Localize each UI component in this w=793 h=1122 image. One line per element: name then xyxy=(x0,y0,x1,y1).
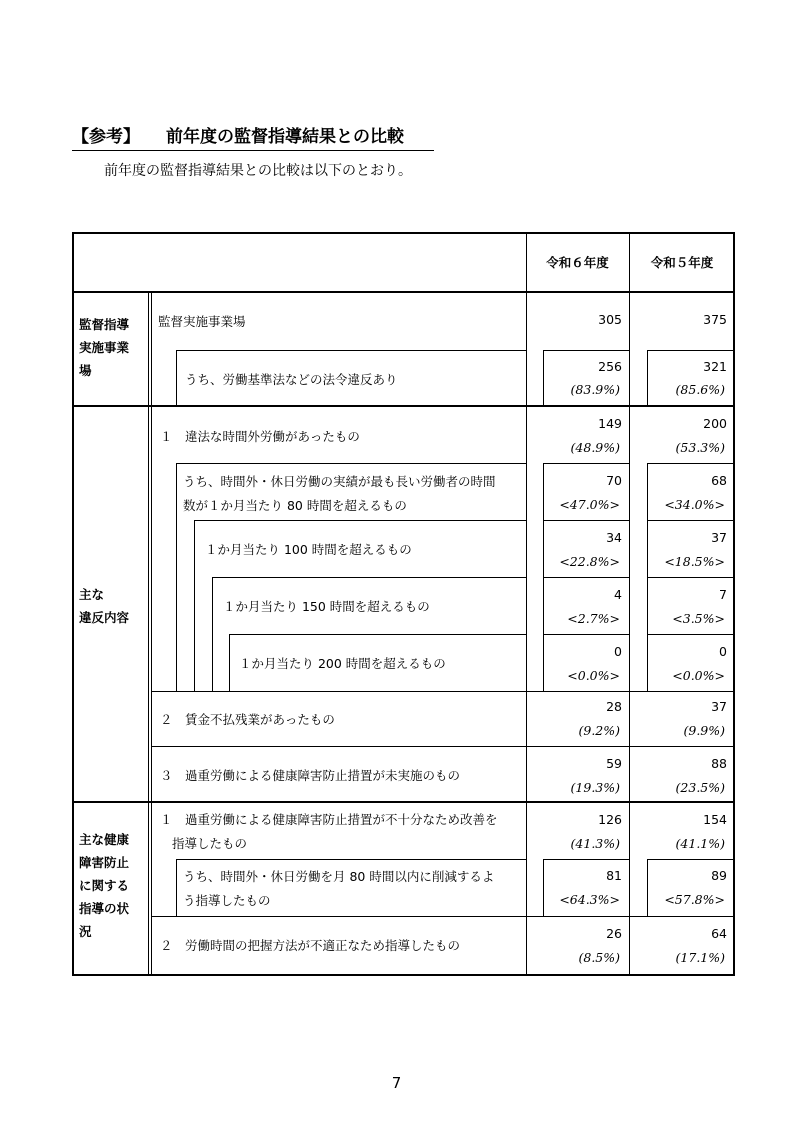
section-rule xyxy=(72,801,735,803)
value-r5: 200 xyxy=(703,416,727,431)
subrow-rule xyxy=(194,520,526,521)
row-label: １か月当たり 200 時間を超えるもの xyxy=(239,656,446,671)
section-label-violations: 主な 違反内容 xyxy=(79,587,130,625)
subrow-rule xyxy=(647,577,735,578)
subrow-rule xyxy=(543,634,629,635)
percent-r5: (9.9%) xyxy=(683,723,725,738)
row-label: ２ 賃金不払残業があったもの xyxy=(160,712,335,727)
value-r6: 126 xyxy=(598,812,622,827)
value-r6: 26 xyxy=(606,926,622,941)
subrow-rule xyxy=(647,520,735,521)
subrow-rule xyxy=(176,463,526,464)
percent-r6: (19.3%) xyxy=(570,780,620,795)
row-label-line2: 指導したもの xyxy=(172,836,248,851)
subrow-rule xyxy=(176,859,526,860)
category-divider xyxy=(151,292,152,976)
indent-line xyxy=(194,520,195,691)
row-label: うち、労働基準法などの法令違反あり xyxy=(185,372,398,387)
row-label-line2: う指導したもの xyxy=(183,893,271,908)
row-label: １ 違法な時間外労働があったもの xyxy=(160,429,360,444)
value-r5: 37 xyxy=(711,530,727,545)
value-r6: 256 xyxy=(598,359,622,374)
subrow-rule xyxy=(543,859,629,860)
row-label: 監督実施事業場 xyxy=(158,314,246,329)
percent-r6: <47.0%> xyxy=(559,497,620,512)
row-label-line1: うち、時間外・休日労働を月 80 時間以内に削減するよ xyxy=(183,869,495,884)
indent-line xyxy=(176,350,177,405)
col-divider xyxy=(629,232,630,976)
row-label-line1: うち、時間外・休日労働の実績が最も長い労働者の時間 xyxy=(183,474,496,489)
heading-bracket: 【参考】 xyxy=(72,127,140,147)
indent-line xyxy=(229,634,230,691)
row-rule xyxy=(151,916,735,917)
indent-line xyxy=(212,577,213,691)
percent-r6: <0.0%> xyxy=(567,668,620,683)
percent-r5: <34.0%> xyxy=(664,497,725,512)
percent-r6: <64.3%> xyxy=(559,892,620,907)
percent-r5: <57.8%> xyxy=(664,892,725,907)
subrow-rule xyxy=(647,859,735,860)
percent-r6: (41.3%) xyxy=(570,836,620,851)
section-heading xyxy=(72,122,434,151)
header-rule xyxy=(72,291,735,293)
section-rule xyxy=(72,405,735,407)
row-label: ３ 過重労働による健康障害防止措置が未実施のもの xyxy=(160,768,461,783)
subrow-rule xyxy=(647,634,735,635)
percent-r5: <18.5%> xyxy=(664,554,725,569)
value-r5: 37 xyxy=(711,699,727,714)
col-divider xyxy=(526,232,527,976)
value-r5: 64 xyxy=(711,926,727,941)
value-r6: 81 xyxy=(606,868,622,883)
percent-r6: (9.2%) xyxy=(578,723,620,738)
subrow-rule xyxy=(176,350,526,351)
percent-r6: <22.8%> xyxy=(559,554,620,569)
subrow-rule xyxy=(543,463,629,464)
heading-title: 前年度の監督指導結果との比較 xyxy=(166,127,404,147)
value-r6: 28 xyxy=(606,699,622,714)
indent-line xyxy=(176,859,177,916)
subrow-rule xyxy=(647,463,735,464)
value-r6: 34 xyxy=(606,530,622,545)
value-r6: 59 xyxy=(606,756,622,771)
percent-r6: (48.9%) xyxy=(570,440,620,455)
value-r5: 89 xyxy=(711,868,727,883)
value-r5: 88 xyxy=(711,756,727,771)
percent-r5: (17.1%) xyxy=(675,950,725,965)
row-rule xyxy=(151,691,735,692)
value-r5: 321 xyxy=(703,359,727,374)
subrow-rule xyxy=(543,577,629,578)
row-label: １か月当たり 100 時間を超えるもの xyxy=(205,542,412,557)
percent-r5: <3.5%> xyxy=(672,611,725,626)
subrow-rule xyxy=(543,520,629,521)
value-r6: 0 xyxy=(614,644,622,659)
percent-r5: (53.3%) xyxy=(675,440,725,455)
value-r6: 4 xyxy=(614,587,622,602)
section-label-health: 主な健康 障害防止 に関する 指導の状 況 xyxy=(79,832,130,939)
section-label-inspection: 監督指導 実施事業 場 xyxy=(79,317,130,378)
value-r5: 154 xyxy=(703,812,727,827)
percent-r6: (8.5%) xyxy=(578,950,620,965)
percent-r5: (41.1%) xyxy=(675,836,725,851)
col-header-r5: 令和５年度 xyxy=(650,255,714,270)
subrow-rule xyxy=(647,350,735,351)
row-label: ２ 労働時間の把握方法が不適正なため指導したもの xyxy=(160,938,461,953)
percent-r5: (23.5%) xyxy=(675,780,725,795)
indent-line xyxy=(176,463,177,691)
percent-r6: <2.7%> xyxy=(567,611,620,626)
value-r6: 305 xyxy=(598,312,622,327)
subrow-rule xyxy=(229,634,526,635)
subrow-rule xyxy=(212,577,526,578)
intro-text: 前年度の監督指導結果との比較は以下のとおり。 xyxy=(104,163,412,179)
value-r5: 375 xyxy=(703,312,727,327)
percent-r6: (83.9%) xyxy=(570,382,620,397)
row-label: １か月当たり 150 時間を超えるもの xyxy=(223,599,430,614)
value-r6: 149 xyxy=(598,416,622,431)
subrow-rule xyxy=(543,350,629,351)
value-r5: 7 xyxy=(719,587,727,602)
percent-r5: (85.6%) xyxy=(675,382,725,397)
value-r5: 68 xyxy=(711,473,727,488)
category-divider xyxy=(148,292,149,976)
col-header-r6: 令和６年度 xyxy=(546,255,609,270)
value-r6: 70 xyxy=(606,473,622,488)
row-label-line2: 数が１か月当たり 80 時間を超えるもの xyxy=(183,498,407,513)
value-r5: 0 xyxy=(719,644,727,659)
percent-r5: <0.0%> xyxy=(672,668,725,683)
row-rule xyxy=(151,746,735,747)
row-label-line1: １ 過重労働による健康障害防止措置が不十分なため改善を xyxy=(160,812,498,827)
page-number: 7 xyxy=(391,1074,402,1092)
